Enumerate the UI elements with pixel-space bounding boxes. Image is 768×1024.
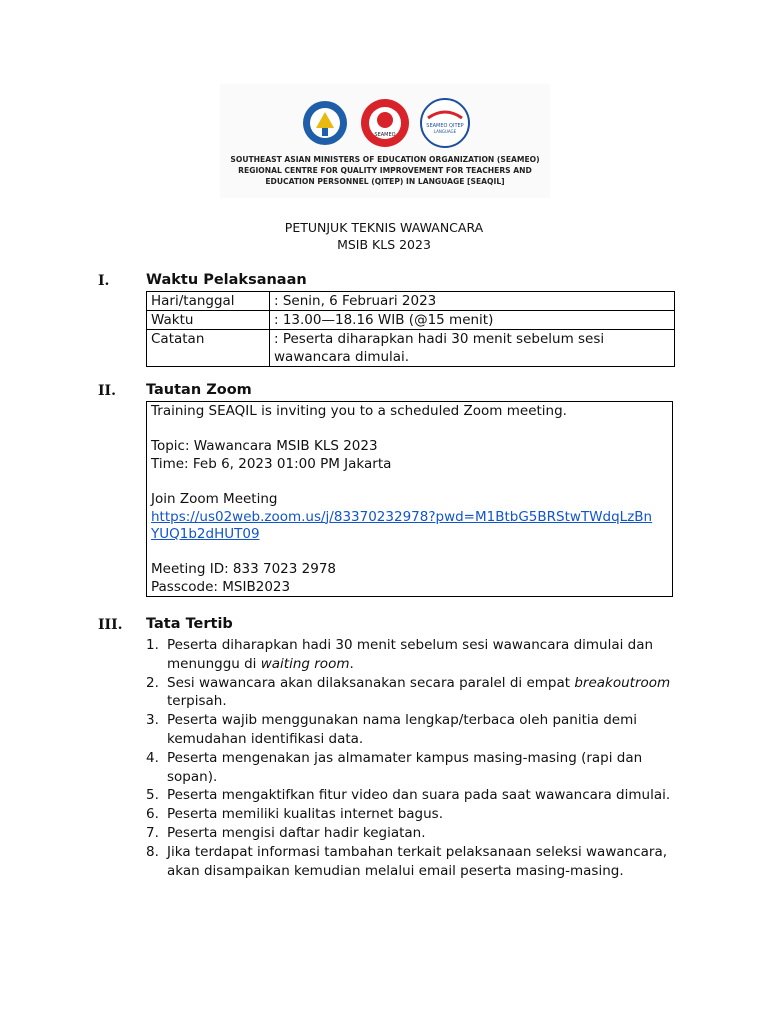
zoom-link[interactable] bbox=[151, 509, 652, 543]
organization-name bbox=[220, 154, 550, 187]
passcode: Passcode: MSIB2023 bbox=[151, 578, 291, 595]
item-number: 5. bbox=[146, 787, 159, 804]
join-label: Join Zoom Meeting bbox=[151, 490, 278, 507]
invite-text: Training SEAQIL is inviting you to a scheduled Zoom meeting. bbox=[151, 403, 567, 419]
list-item bbox=[146, 636, 686, 674]
svg-text:SEAMEO: SEAMEO bbox=[374, 132, 396, 138]
section-1-numeral: I. bbox=[98, 273, 110, 289]
row-label: Waktu bbox=[147, 311, 270, 330]
item-text: Jika terdapat informasi tambahan terkait pelaksanaan seleksi wawancara, akan disampaikan kemudian melalui email peserta masing-masing. bbox=[167, 843, 668, 879]
tut-wuri-handayani-logo-icon bbox=[303, 101, 347, 145]
document-title bbox=[0, 219, 768, 253]
section-3-numeral: III. bbox=[98, 617, 123, 633]
row-label: Hari/tanggal bbox=[147, 292, 270, 311]
time-text: Time: Feb 6, 2023 01:00 PM Jakarta bbox=[151, 455, 392, 472]
item-text: Peserta mengaktifkan fitur video dan suara pada saat wawancara dimulai. bbox=[167, 787, 671, 804]
item-number: 7. bbox=[146, 824, 159, 841]
item-number: 1. bbox=[146, 637, 159, 653]
section-3-heading: Tata Tertib bbox=[146, 616, 233, 632]
table-row bbox=[147, 311, 675, 330]
row-value: : Peserta diharapkan hadi 30 menit sebelum sesi wawancara dimulai. bbox=[270, 330, 675, 367]
item-number: 4. bbox=[146, 749, 159, 766]
logos bbox=[300, 98, 480, 148]
list-item bbox=[146, 824, 686, 843]
meeting-id: Meeting ID: 833 7023 2978 bbox=[151, 561, 336, 578]
list-item bbox=[146, 786, 686, 805]
section-2-heading: Tautan Zoom bbox=[146, 382, 252, 398]
item-text: Peserta mengisi daftar hadir kegiatan. bbox=[167, 824, 426, 841]
section-2-numeral: II. bbox=[98, 383, 116, 399]
seameo-logo-icon bbox=[361, 99, 409, 147]
item-text-end: terpisah. bbox=[167, 693, 227, 710]
org-line-1: SOUTHEAST ASIAN MINISTERS OF EDUCATION ORGANIZATION (SEAMEO) bbox=[230, 155, 540, 164]
item-text-main: Sesi wawancara akan dilaksanakan secara paralel di empat bbox=[167, 674, 575, 691]
qitep-language-logo-icon bbox=[421, 99, 469, 147]
zoom-invitation-box bbox=[146, 401, 673, 597]
list-item bbox=[146, 843, 686, 881]
row-value: : Senin, 6 Februari 2023 bbox=[270, 292, 675, 311]
zoom-link-line-2[interactable]: YUQ1b2dHUT09 bbox=[151, 526, 260, 543]
org-line-3: EDUCATION PERSONNEL (QITEP) IN LANGUAGE [SEAQIL] bbox=[265, 177, 505, 186]
rules-list bbox=[146, 636, 686, 880]
list-item bbox=[146, 749, 686, 787]
item-text-end: . bbox=[349, 655, 354, 672]
list-item bbox=[146, 805, 686, 824]
svg-text:SEAMEO QITEP: SEAMEO QITEP bbox=[426, 123, 464, 129]
item-text: Peserta wajib menggunakan nama lengkap/terbaca oleh panitia demi kemudahan identifikasi data. bbox=[167, 712, 637, 747]
item-text: Peserta mengenakan jas almamater kampus masing-masing (rapi dan sopan). bbox=[167, 749, 643, 785]
letterhead bbox=[220, 84, 550, 198]
item-number: 2. bbox=[146, 674, 159, 691]
schedule-table bbox=[146, 291, 675, 367]
svg-text:LANGUAGE: LANGUAGE bbox=[433, 129, 457, 134]
item-text bbox=[167, 674, 686, 712]
title-line-2: MSIB KLS 2023 bbox=[337, 237, 431, 252]
item-text bbox=[167, 636, 686, 674]
item-number: 3. bbox=[146, 712, 159, 729]
table-row bbox=[147, 292, 675, 311]
title-line-1: PETUNJUK TEKNIS WAWANCARA bbox=[284, 220, 484, 235]
item-text-italic: breakoutroom bbox=[574, 674, 671, 691]
item-text-main: Peserta diharapkan hadi 30 menit sebelum sesi wawancara dimulai dan menunggu di bbox=[167, 637, 654, 672]
zoom-link-line-1[interactable]: https://us02web.zoom.us/j/83370232978?pwd=M1BtbG5BRStwTWdqLzBn bbox=[151, 508, 653, 525]
row-label: Catatan bbox=[147, 330, 270, 367]
table-row bbox=[147, 330, 675, 367]
item-number: 6. bbox=[146, 806, 159, 823]
org-line-2: REGIONAL CENTRE FOR QUALITY IMPROVEMENT FOR TEACHERS AND bbox=[238, 166, 532, 175]
item-number: 8. bbox=[146, 843, 159, 860]
item-text: Peserta memiliki kualitas internet bagus. bbox=[167, 806, 444, 823]
topic-text: Topic: Wawancara MSIB KLS 2023 bbox=[151, 438, 378, 455]
section-1-heading: Waktu Pelaksanaan bbox=[146, 272, 307, 288]
row-value: : 13.00—18.16 WIB (@15 menit) bbox=[270, 311, 675, 330]
list-item bbox=[146, 711, 686, 749]
item-text-italic: waiting room bbox=[260, 655, 350, 672]
list-item bbox=[146, 674, 686, 712]
